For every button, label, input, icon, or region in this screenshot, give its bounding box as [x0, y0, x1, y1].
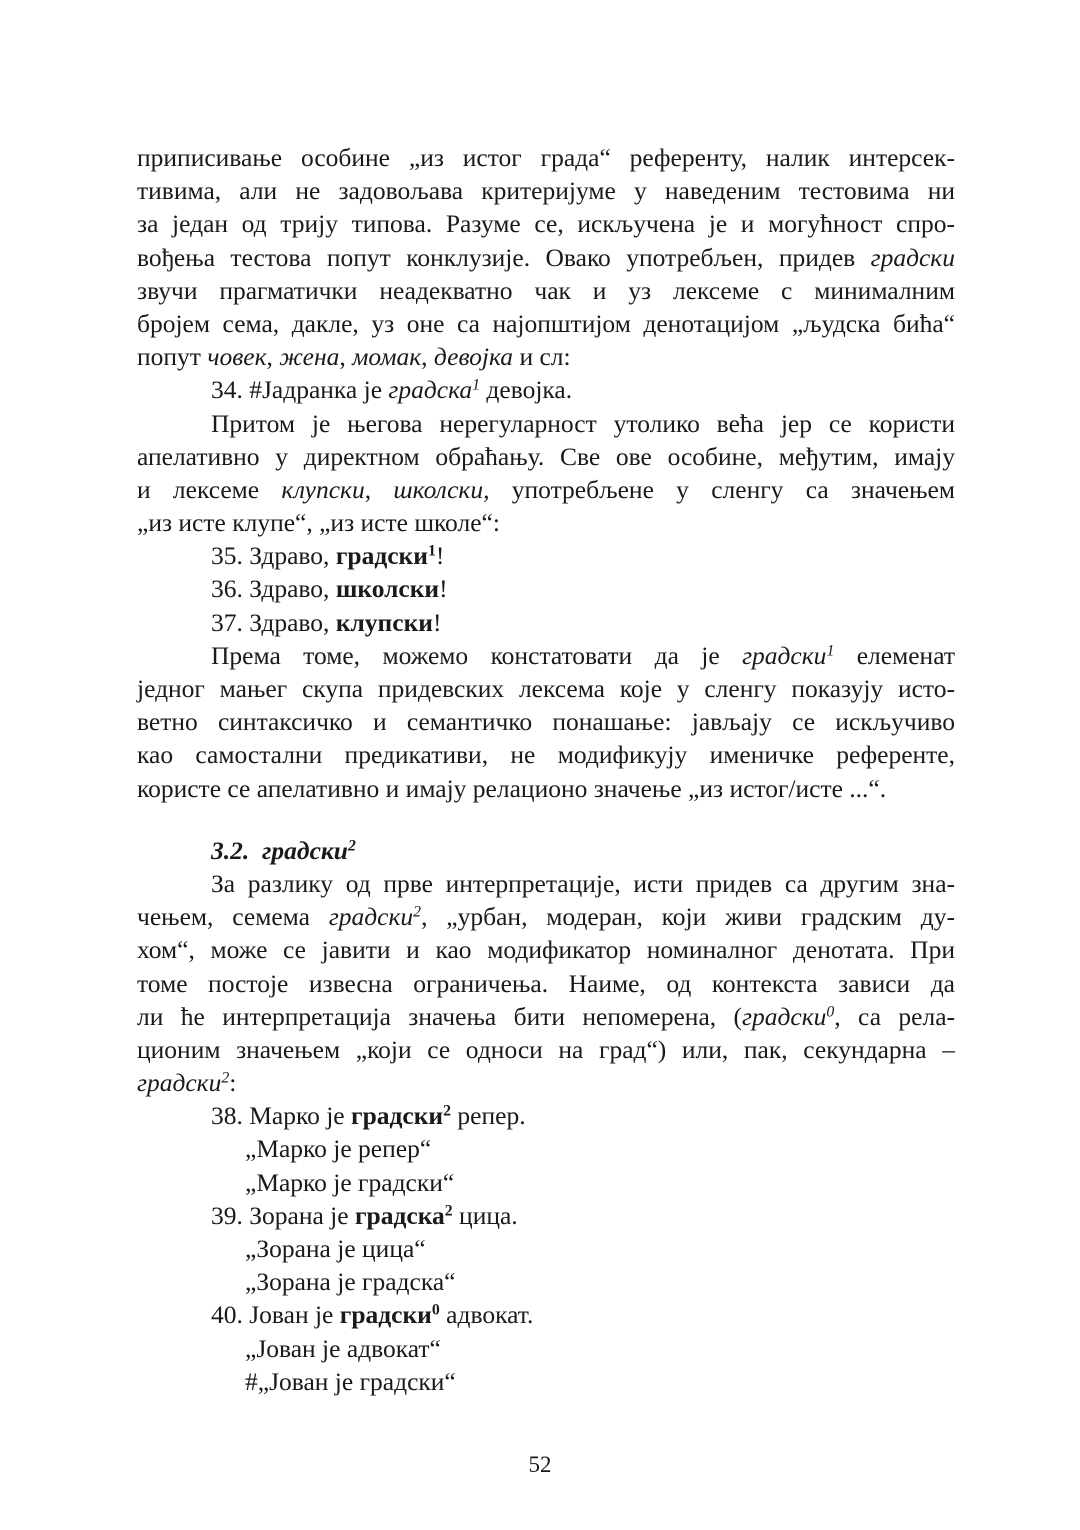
example-39: 39. Зорана је градска$^2$ цица. — [211, 1200, 518, 1230]
text-line: попут човек, жена, момак, девојка и сл: — [137, 342, 571, 372]
text-line: користе се апелативно и имају релационо значење „из истог/исте ...“. — [137, 773, 887, 803]
text-line: апелативно у директном обраћању. Све ове особине, међутим, имају — [137, 441, 955, 471]
section-heading: 3.2. градски$^2$ — [211, 835, 356, 865]
example-37: 37. Здраво, клупски! — [211, 607, 442, 637]
text-line: тивима, али не задовољава критеријуме у наведеним тестовима ни — [137, 176, 955, 206]
example-38-gloss: „Марко је градски“ — [245, 1167, 455, 1197]
text-line: „из исте клупе“, „из исте школе“: — [137, 508, 500, 538]
text-line: За разлику од прве интерпретације, исти придев са другим зна- — [211, 868, 955, 898]
text-line: Притом је његова нерегуларност утолико већа јер се користи — [211, 408, 955, 438]
text-line: ли ће интерпретација значења бити непомерена, (градски$^0$, са рела- — [137, 1001, 955, 1031]
example-36: 36. Здраво, школски! — [211, 574, 448, 604]
text-line: томе постоје извесна ограничења. Наиме, од контекста зависи да — [137, 968, 955, 998]
example-38: 38. Марко је градски$^2$ репер. — [211, 1101, 526, 1131]
text-line: бројем сема, дакле, уз оне са најопштијом денотацијом „људска бића“ — [137, 308, 955, 338]
text-line: као самостални предикативи, не модификују именичке референте, — [137, 740, 955, 770]
text-line: чењем, семема градски$^2$, „урбан, модеран, који живи градским ду- — [137, 902, 955, 932]
example-39-gloss: „Зорана је цица“ — [245, 1234, 426, 1263]
example-40-gloss: „Јован је адвокат“ — [245, 1333, 441, 1363]
text-line: за један од трију типова. Разуме се, искључена је и могућност спро- — [137, 209, 955, 239]
term-italic: градски — [870, 242, 955, 272]
page-number: 52 — [528, 1452, 552, 1477]
example-38-gloss: „Марко је репер“ — [245, 1134, 432, 1164]
text-line: ветно синтаксичко и семантичко понашање: јављају се искључиво — [137, 707, 955, 737]
example-40-gloss: #„Јован је градски“ — [245, 1366, 456, 1396]
text-line: приписивање особине „из истог града“ референту, налик интерсек- — [137, 143, 955, 172]
text-line: градски$^2$: — [137, 1068, 237, 1098]
text-line: и лексеме клупски, школски, употребљене у сленгу са значењем — [137, 474, 955, 504]
text-line: једног мањег скупа придевских лексема које у сленгу показују исто- — [137, 674, 955, 703]
text-line: Према томе, можемо констатовати да је градски$^1$ елеменат — [211, 640, 955, 670]
body-text — [137, 141, 955, 1398]
text-line: ционим значењем „који се односи на град“) или, пак, секундарна – — [137, 1034, 955, 1064]
text-line: звучи прагматички неадекватно чак и уз лексеме с минималним — [137, 275, 955, 305]
example-35: 35. Здраво, градски$^1$! — [211, 541, 445, 571]
example-39-gloss: „Зорана је градска“ — [245, 1267, 456, 1297]
text-line: вођења тестова попут конклузије. Овако употребљен, придев градски — [137, 242, 955, 272]
example-40: 40. Јован је градски$^0$ адвокат. — [211, 1300, 534, 1330]
example-34: 34. #Јадранка је градска$^1$ девојка. — [211, 375, 573, 405]
text-line: хом“, може се јавити и као модификатор номиналног денотата. При — [137, 935, 955, 965]
